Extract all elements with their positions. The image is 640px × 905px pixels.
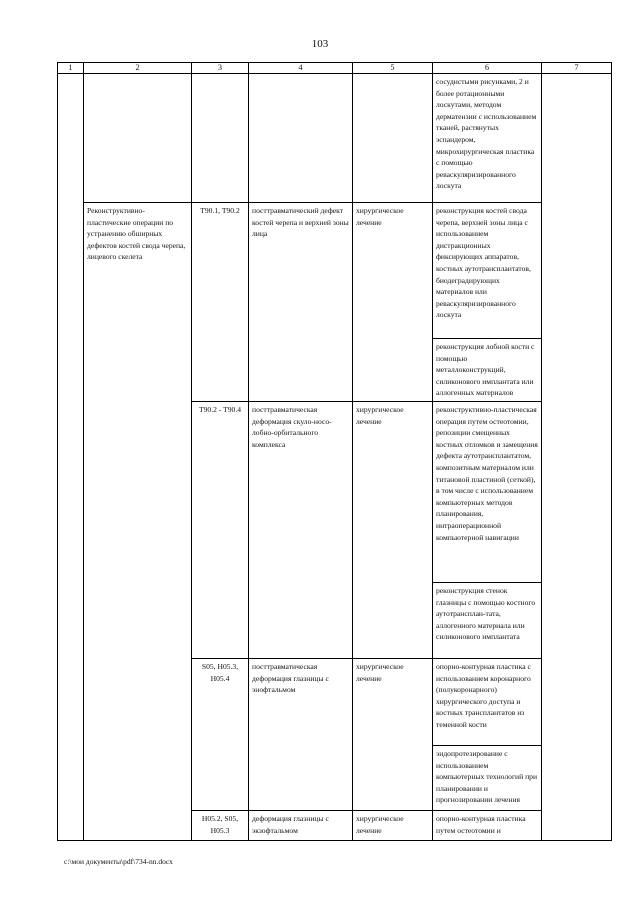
condition-cell: деформация глазницы с экзофтальмом — [249, 811, 353, 841]
column-header: 7 — [542, 63, 612, 74]
section-name-cell: Реконструктивно-пластические операции по устранению обширных дефектов костей свода черепа, лицевого скелета — [84, 203, 192, 841]
code-cell: T90.2 - T90.4 — [192, 402, 249, 659]
method-cell: эндопротезирование с использованием компьютерных технологий при планировании и прогнозировании лечения — [433, 746, 542, 811]
code-cell: T90.1, T90.2 — [192, 203, 249, 402]
treatment-cell: хирургическое лечение — [353, 659, 433, 811]
method-cell: опорно-контурная пластика путем остеотомии и — [433, 811, 542, 841]
footer-file-path: c:\мои документы\pdf\734-nn.docx — [64, 857, 173, 866]
column-header: 2 — [84, 63, 192, 74]
method-cell: реконструктивно-пластическая операция путем остеотомии, репозиции смещенных костных отломков и замещения дефекта аутотрансплантатом, композитным материалом или титановой пластиной (сеткой), в том числе с использованием компьютерных методов планирования, интраоперационной компьютерной навигации — [433, 402, 542, 583]
treatment-cell: хирургическое лечение — [353, 402, 433, 659]
column-header: 5 — [353, 63, 433, 74]
column-header: 6 — [433, 63, 542, 74]
method-cell: сосудистыми рисунками, 2 и более ротационными лоскутами, методом дерматензии с использованием тканей, растянутых эспандером, микрохирургическая пластика с помощью реваскуляризированного лоскута — [433, 74, 542, 203]
table-row — [58, 74, 612, 203]
method-cell: реконструкция стенок глазницы с помощью костного аутотрансплан-тата, аллогенного материала или силиконового имплантата — [433, 583, 542, 659]
treatment-cell: хирургическое лечение — [353, 811, 433, 841]
section-name-cell — [84, 74, 192, 203]
column-header: 1 — [58, 63, 84, 74]
method-cell: реконструкция лобной кости с помощью металлоконструкций, силиконового имплантата или аллогенных материалов — [433, 339, 542, 402]
column-header: 3 — [192, 63, 249, 74]
treatment-cell: хирургическое лечение — [353, 203, 433, 402]
condition-cell: посттравматическая деформация скуло-носо-лобно-орбитального комплекса — [249, 402, 353, 659]
norm-cell — [542, 74, 612, 841]
code-cell — [192, 74, 249, 203]
method-cell: реконструкция костей свода черепа, верхней зоны лица с использованием дистракционных фиксирующих аппаратов, костных аутотрансплантатов, биодеградирующих материалов или реваскуляризированного лоскута — [433, 203, 542, 339]
condition-cell — [249, 74, 353, 203]
column-header-row — [58, 63, 612, 74]
method-cell: опорно-контурная пластика с использованием коронарного (полукоронарного) хирургического доступа и костных трансплантатов из теменной кости — [433, 659, 542, 746]
condition-cell: посттравматическая деформация глазницы с энофтальмом — [249, 659, 353, 811]
column-header: 4 — [249, 63, 353, 74]
number-cell — [58, 74, 84, 841]
treatment-cell — [353, 74, 433, 203]
procedures-table — [57, 62, 612, 841]
table-row — [58, 203, 612, 339]
page-number: 103 — [311, 38, 329, 50]
code-cell: H05.2, S05, H05.3 — [192, 811, 249, 841]
condition-cell: посттравматический дефект костей черепа и верхней зоны лица — [249, 203, 353, 402]
code-cell: S05, H05.3, H05.4 — [192, 659, 249, 811]
